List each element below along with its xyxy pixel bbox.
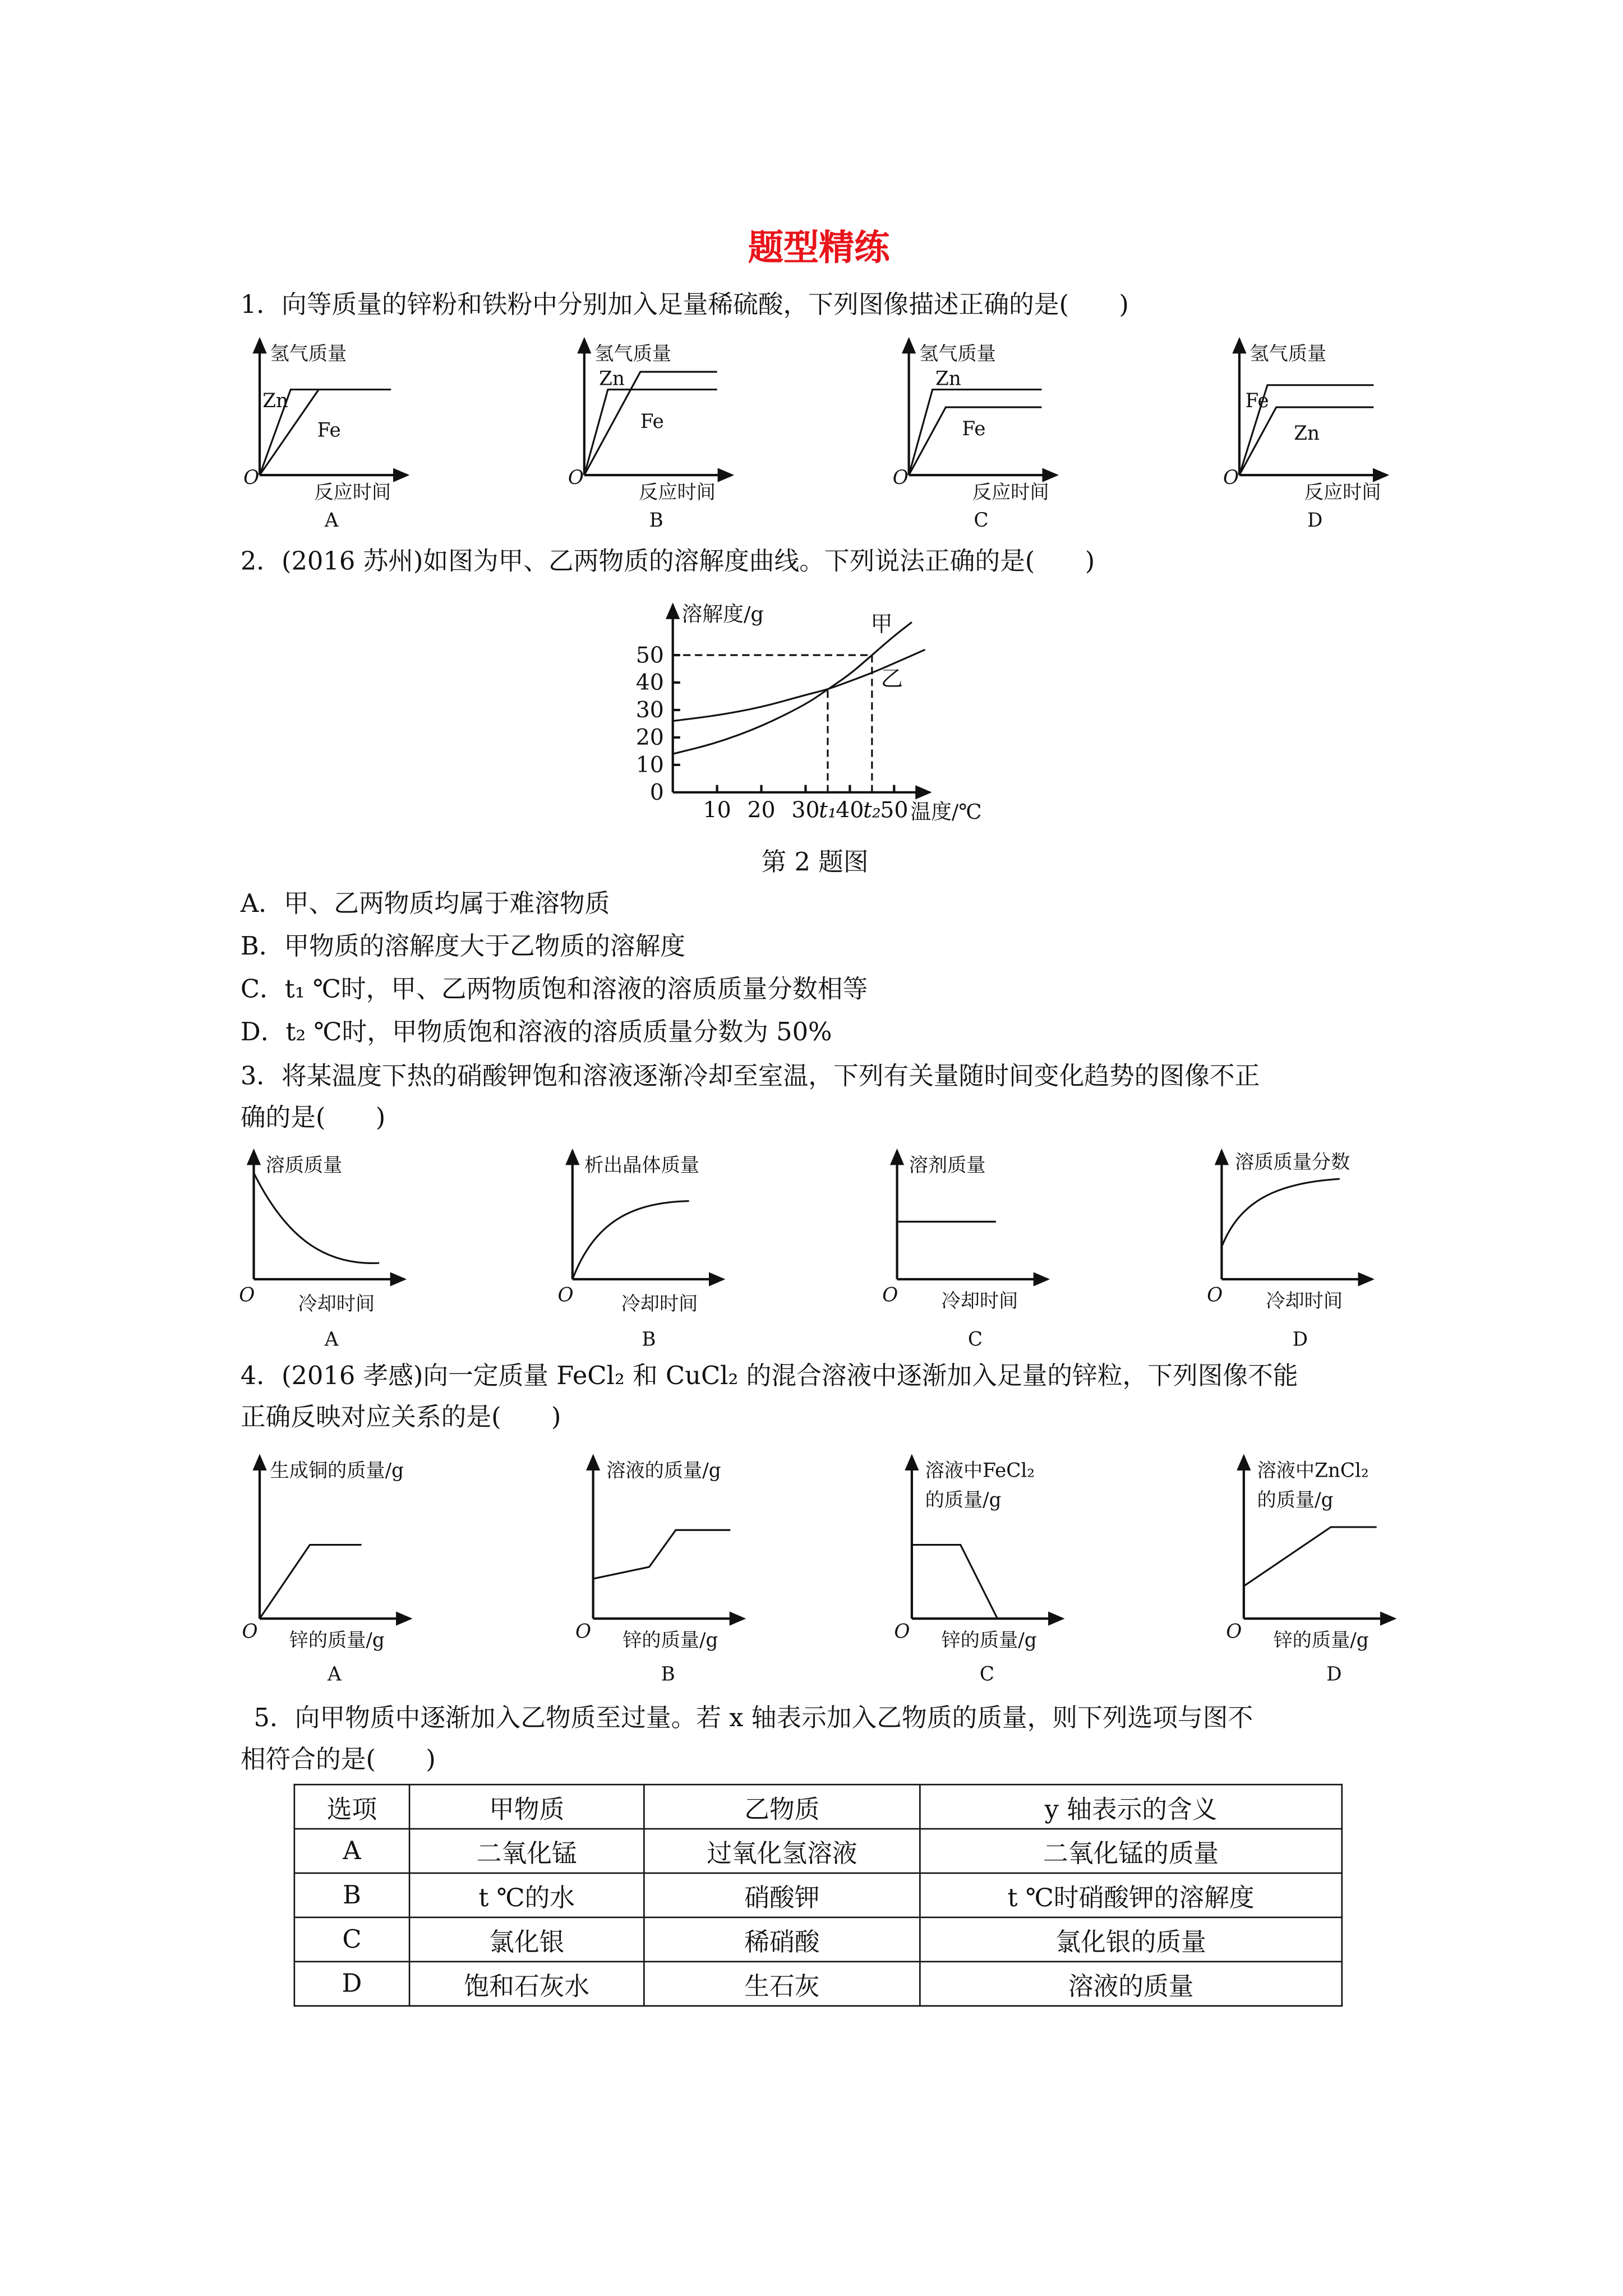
- svg-text:B: B: [642, 1328, 656, 1351]
- svg-text:O: O: [242, 1620, 258, 1643]
- q1-graph-c: [893, 339, 1057, 532]
- q3-graph-b: [557, 1151, 723, 1350]
- table-header-row: [294, 1785, 1342, 1829]
- x-tick-label: 30: [791, 797, 820, 823]
- svg-text:氢气质量: 氢气质量: [270, 342, 347, 365]
- q2-stem: 2．(2016 苏州)如图为甲、乙两物质的溶解度曲线。下列说法正确的是( ): [240, 547, 1095, 577]
- svg-text:O: O: [1226, 1620, 1242, 1643]
- cell: t ℃的水: [409, 1873, 644, 1917]
- svg-text:的质量/g: 的质量/g: [925, 1489, 1002, 1512]
- svg-text:B: B: [661, 1663, 675, 1686]
- q1-stem: 1．向等质量的锌粉和铁粉中分别加入足量稀硫酸，下列图像描述正确的是( ): [240, 291, 1129, 320]
- q1-graph-b: [568, 339, 732, 532]
- cell: 二氧化锰的质量: [920, 1829, 1341, 1873]
- series-label: 乙: [880, 666, 903, 692]
- q3-stem-1: 3．将某温度下热的硝酸钾饱和溶液逐渐冷却至室温，下列有关量随时间变化趋势的图像不正: [240, 1062, 1260, 1092]
- svg-text:氢气质量: 氢气质量: [1249, 342, 1327, 365]
- svg-text:A: A: [328, 1663, 342, 1686]
- x-tick-label: 10: [703, 797, 731, 823]
- svg-text:Zn: Zn: [262, 390, 289, 413]
- cell: 饱和石灰水: [409, 1962, 644, 2006]
- y-tick-label: 50: [635, 642, 664, 668]
- cell: C: [294, 1917, 409, 1962]
- q4-graph-a: [242, 1456, 410, 1686]
- cell: t ℃时硝酸钾的溶解度: [920, 1873, 1341, 1917]
- svg-text:C: C: [979, 1663, 995, 1686]
- cell: 稀硝酸: [644, 1917, 920, 1962]
- header-cell: y 轴表示的含义: [920, 1785, 1341, 1829]
- svg-text:锌的质量/g: 锌的质量/g: [289, 1629, 385, 1652]
- svg-text:O: O: [239, 1284, 255, 1307]
- y-tick-label: 10: [635, 752, 664, 778]
- q2-choice-b: B．甲物质的溶解度大于乙物质的溶解度: [240, 932, 686, 962]
- svg-text:Zn: Zn: [1294, 422, 1320, 445]
- q2-choice-c: C．t₁ ℃时，甲、乙两物质饱和溶液的溶质质量分数相等: [240, 975, 868, 1005]
- y-axis-label: 溶解度/g: [681, 602, 764, 626]
- x-tick-label: 20: [747, 797, 776, 823]
- x-marker-label: t₂: [863, 797, 881, 823]
- table-row: [294, 1917, 1342, 1962]
- cell: D: [294, 1962, 409, 2006]
- t2-guide-line: [673, 655, 872, 792]
- svg-text:锌的质量/g: 锌的质量/g: [623, 1629, 718, 1652]
- svg-text:O: O: [892, 466, 909, 489]
- svg-text:溶质质量分数: 溶质质量分数: [1235, 1151, 1350, 1174]
- q4-stem-2: 正确反映对应关系的是( ): [240, 1403, 561, 1433]
- svg-text:Zn: Zn: [599, 367, 625, 390]
- cell: 溶液的质量: [920, 1962, 1341, 2006]
- svg-text:反应时间: 反应时间: [972, 481, 1049, 504]
- table-row: [294, 1829, 1342, 1873]
- svg-text:C: C: [967, 1328, 983, 1351]
- svg-text:A: A: [324, 1328, 339, 1351]
- svg-text:溶剂质量: 溶剂质量: [909, 1154, 986, 1177]
- svg-text:锌的质量/g: 锌的质量/g: [941, 1629, 1037, 1652]
- svg-text:溶质质量: 溶质质量: [265, 1154, 343, 1177]
- q1-graph-d: [1223, 339, 1387, 532]
- cell: 氯化银的质量: [920, 1917, 1341, 1962]
- x-marker-label: t₁: [819, 797, 837, 823]
- svg-text:生成铜的质量/g: 生成铜的质量/g: [270, 1459, 404, 1482]
- svg-text:氢气质量: 氢气质量: [594, 342, 672, 365]
- q2-caption: 第 2 题图: [761, 848, 869, 878]
- q5-stem-1: 5．向甲物质中逐渐加入乙物质至过量。若 x 轴表示加入乙物质的质量，则下列选项与图不: [253, 1704, 1253, 1734]
- svg-text:C: C: [974, 509, 989, 532]
- y-tick-label: 30: [635, 697, 664, 723]
- svg-text:O: O: [882, 1284, 898, 1307]
- page-title: 题型精练: [748, 225, 890, 269]
- cell: 二氧化锰: [409, 1829, 644, 1873]
- q3-graph-d: [1207, 1151, 1372, 1350]
- svg-text:反应时间: 反应时间: [639, 481, 716, 504]
- q3-graph-c: [882, 1151, 1048, 1350]
- svg-text:O: O: [1223, 466, 1239, 489]
- cell: 硝酸钾: [644, 1873, 920, 1917]
- svg-text:Zn: Zn: [935, 367, 961, 390]
- svg-text:O: O: [568, 466, 584, 489]
- y-tick-label: 0: [649, 779, 664, 805]
- q2-choice-a: A．甲、乙两物质均属于难溶物质: [240, 889, 610, 920]
- q4-graph-c: [894, 1456, 1062, 1686]
- svg-text:冷却时间: 冷却时间: [298, 1293, 375, 1316]
- x-axis-label: 温度/℃: [910, 800, 982, 824]
- header-cell: 乙物质: [644, 1785, 920, 1829]
- q2-choice-d: D．t₂ ℃时，甲物质饱和溶液的溶质质量分数为 50%: [240, 1018, 832, 1048]
- cell: 过氧化氢溶液: [644, 1829, 920, 1873]
- svg-text:O: O: [894, 1620, 910, 1643]
- q4-graph-b: [575, 1456, 744, 1686]
- svg-text:析出晶体质量: 析出晶体质量: [584, 1154, 699, 1177]
- svg-text:O: O: [575, 1620, 592, 1643]
- q5-stem-2: 相符合的是( ): [240, 1745, 436, 1775]
- series-line-1: [673, 622, 912, 754]
- svg-text:D: D: [1292, 1328, 1308, 1351]
- cell: A: [294, 1829, 409, 1873]
- svg-text:反应时间: 反应时间: [1304, 481, 1381, 504]
- svg-text:A: A: [324, 509, 339, 532]
- svg-text:Fe: Fe: [640, 410, 664, 433]
- header-cell: 甲物质: [409, 1785, 644, 1829]
- svg-text:Fe: Fe: [1245, 390, 1269, 413]
- svg-text:溶液中FeCl₂: 溶液中FeCl₂: [925, 1459, 1035, 1482]
- q1-graph-a: [243, 339, 407, 532]
- x-tick-label: 50: [880, 797, 909, 823]
- svg-text:冷却时间: 冷却时间: [941, 1289, 1018, 1312]
- svg-text:O: O: [557, 1284, 574, 1307]
- svg-text:B: B: [649, 509, 663, 532]
- header-cell: 选项: [294, 1785, 409, 1829]
- cell: B: [294, 1873, 409, 1917]
- svg-text:反应时间: 反应时间: [314, 481, 391, 504]
- y-tick-label: 20: [635, 725, 664, 751]
- svg-text:氢气质量: 氢气质量: [919, 342, 996, 365]
- svg-text:溶液的质量/g: 溶液的质量/g: [606, 1459, 721, 1482]
- cell: 生石灰: [644, 1962, 920, 2006]
- q3-graph-a: [239, 1151, 404, 1350]
- svg-text:D: D: [1326, 1663, 1342, 1686]
- svg-text:冷却时间: 冷却时间: [1266, 1289, 1343, 1312]
- svg-text:锌的质量/g: 锌的质量/g: [1273, 1629, 1369, 1652]
- q4-stem-1: 4．(2016 孝感)向一定质量 FeCl₂ 和 CuCl₂ 的混合溶液中逐渐加入足量的锌粒，下列图像不能: [240, 1362, 1298, 1391]
- cell: 氯化银: [409, 1917, 644, 1962]
- q3-stem-2: 确的是( ): [240, 1103, 386, 1133]
- svg-text:溶液中ZnCl₂: 溶液中ZnCl₂: [1257, 1459, 1369, 1482]
- svg-text:的质量/g: 的质量/g: [1257, 1489, 1334, 1512]
- svg-text:冷却时间: 冷却时间: [621, 1293, 698, 1316]
- solubility-chart: [636, 602, 982, 824]
- x-tick-label: 40: [836, 797, 864, 823]
- q4-graph-d: [1226, 1456, 1394, 1686]
- svg-text:O: O: [1207, 1284, 1223, 1307]
- svg-text:O: O: [243, 466, 260, 489]
- svg-text:D: D: [1307, 509, 1323, 532]
- series-label: 甲: [870, 611, 893, 638]
- svg-text:Fe: Fe: [317, 419, 341, 442]
- table-row: [294, 1962, 1342, 2006]
- table-row: [294, 1873, 1342, 1917]
- y-tick-label: 40: [635, 670, 664, 696]
- svg-text:Fe: Fe: [962, 418, 986, 441]
- q5-table: [294, 1784, 1343, 2007]
